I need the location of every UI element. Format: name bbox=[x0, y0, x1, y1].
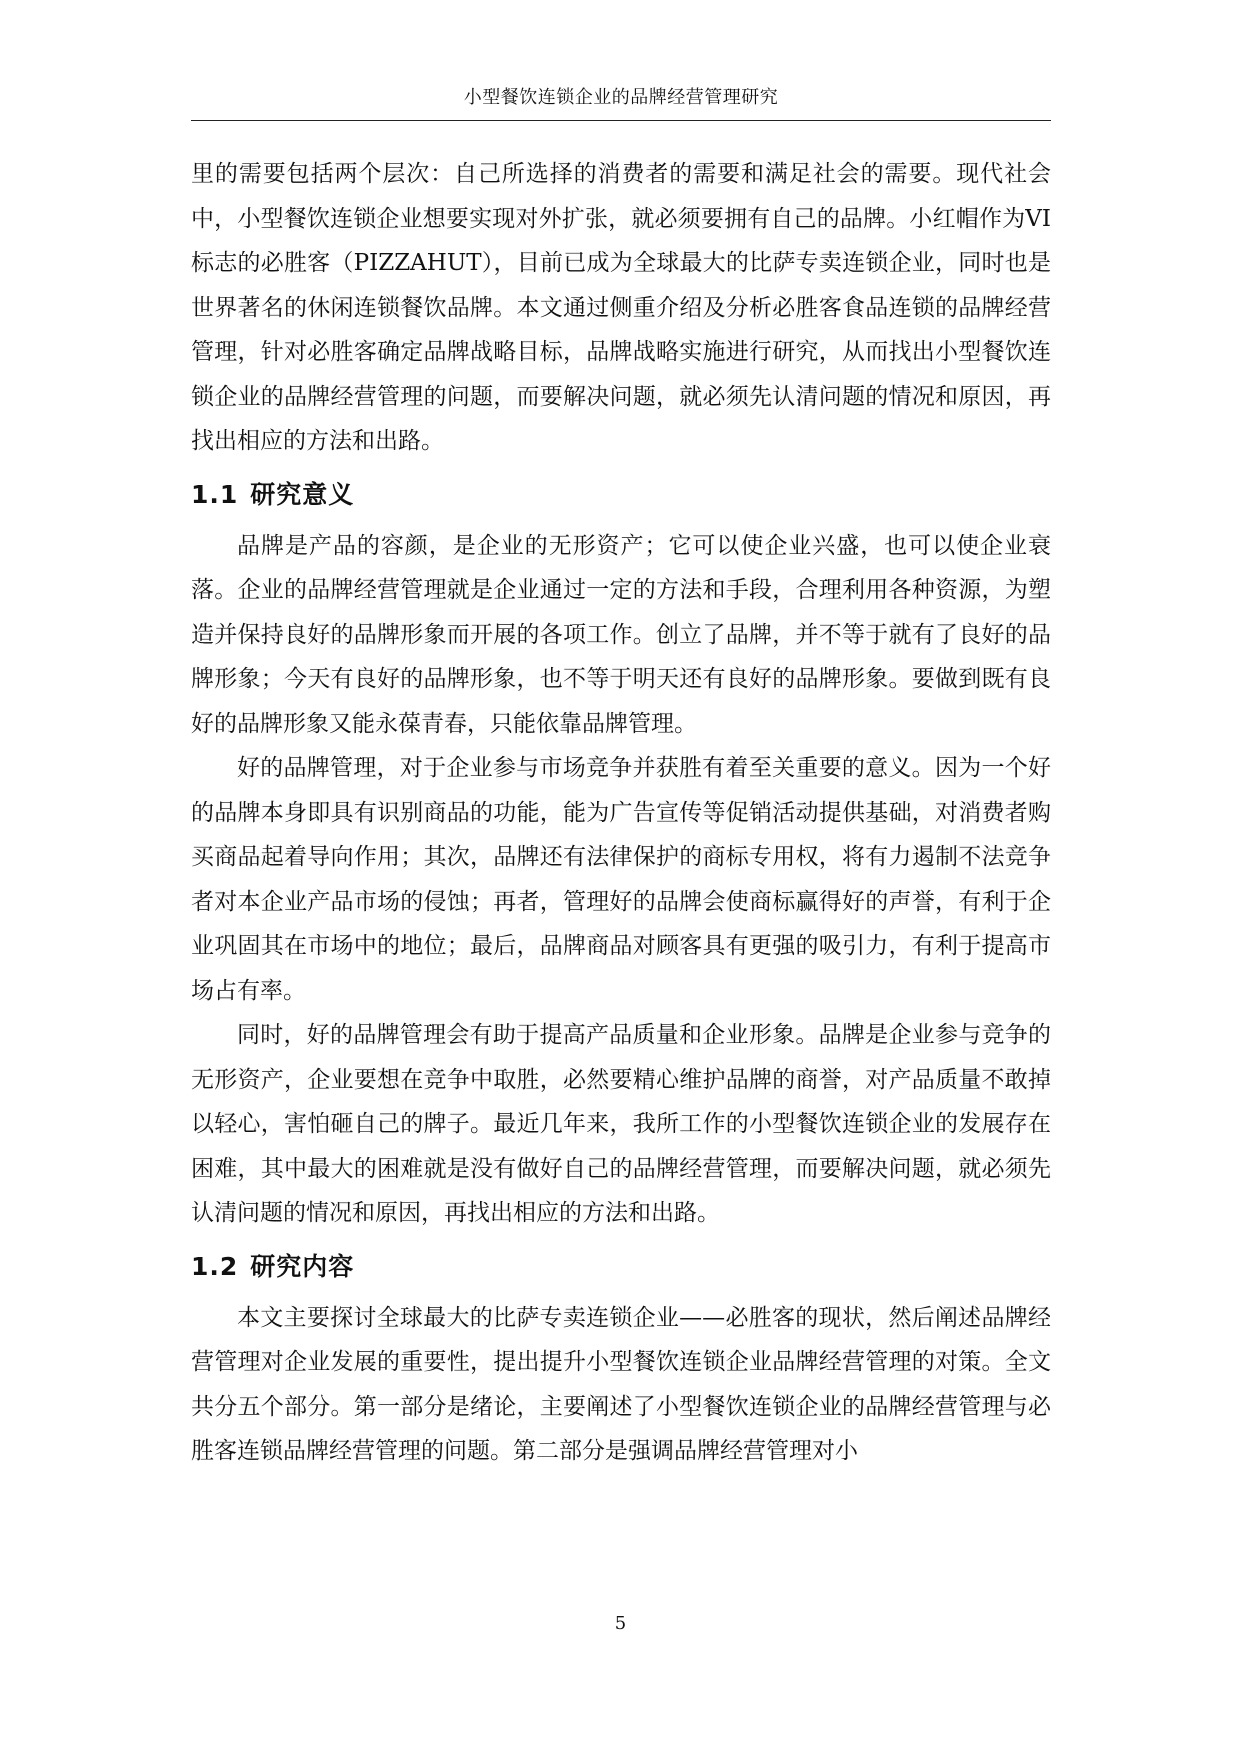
section-heading-1-1 bbox=[191, 470, 1051, 520]
page-number: 5 bbox=[614, 1613, 627, 1634]
body-paragraph: 本文主要探讨全球最大的比萨专卖连锁企业——必胜客的现状，然后阐述品牌经营管理对企业发展的重要性，提出提升小型餐饮连锁企业品牌经营管理的对策。全文共分五个部分。第一部分是绪论，主要阐述了小型餐饮连锁企业的品牌经营管理与必胜客连锁品牌经营管理的问题。第二部分是强调品牌经营管理对小 bbox=[191, 1304, 1051, 1464]
intro-paragraph: 里的需要包括两个层次：自己所选择的消费者的需要和满足社会的需要。现代社会中，小型餐饮连锁企业想要实现对外扩张，就必须要拥有自己的品牌。小红帽作为VI标志的必胜客（PIZZAHUT），目前已成为全球最大的比萨专卖连锁企业，同时也是世界著名的休闲连锁餐饮品牌。本文通过侧重介绍及分析必胜客食品连锁的品牌经营管理，针对必胜客确定品牌战略目标，品牌战略实施进行研究，从而找出小型餐饮连锁企业的品牌经营管理的问题，而要解决问题，就必须先认清问题的情况和原因，再找出相应的方法和出路。 bbox=[191, 161, 1051, 454]
body-paragraph: 好的品牌管理，对于企业参与市场竞争并获胜有着至关重要的意义。因为一个好的品牌本身即具有识别商品的功能，能为广告宣传等促销活动提供基础，对消费者购买商品起着导向作用；其次，品牌还有法律保护的商标专用权，将有力遏制不法竞争者对本企业产品市场的侵蚀；再者，管理好的品牌会使商标赢得好的声誉，有利于企业巩固其在市场中的地位；最后，品牌商品对顾客具有更强的吸引力，有利于提高市场占有率。 bbox=[191, 755, 1051, 1004]
section-title: 研究意义 bbox=[250, 479, 355, 509]
running-header: 小型餐饮连锁企业的品牌经营管理研究 bbox=[191, 86, 1051, 121]
page-content bbox=[191, 152, 1051, 1474]
section-number: 1.1 bbox=[191, 479, 239, 509]
section-number: 1.2 bbox=[191, 1251, 239, 1281]
body-paragraph: 同时，好的品牌管理会有助于提高产品质量和企业形象。品牌是企业参与竞争的无形资产，企业要想在竞争中取胜，必然要精心维护品牌的商誉，对产品质量不敢掉以轻心，害怕砸自己的牌子。最近几年来，我所工作的小型餐饮连锁企业的发展存在困难，其中最大的困难就是没有做好自己的品牌经营管理，而要解决问题，就必须先认清问题的情况和原因，再找出相应的方法和出路。 bbox=[191, 1022, 1051, 1226]
section-title: 研究内容 bbox=[250, 1251, 355, 1281]
body-paragraph: 品牌是产品的容颜，是企业的无形资产；它可以使企业兴盛，也可以使企业衰落。企业的品牌经营管理就是企业通过一定的方法和手段，合理利用各种资源，为塑造并保持良好的品牌形象而开展的各项工作。创立了品牌，并不等于就有了良好的品牌形象；今天有良好的品牌形象，也不等于明天还有良好的品牌形象。要做到既有良好的品牌形象又能永葆青春，只能依靠品牌管理。 bbox=[191, 532, 1051, 737]
section-heading-1-2 bbox=[191, 1242, 1051, 1292]
